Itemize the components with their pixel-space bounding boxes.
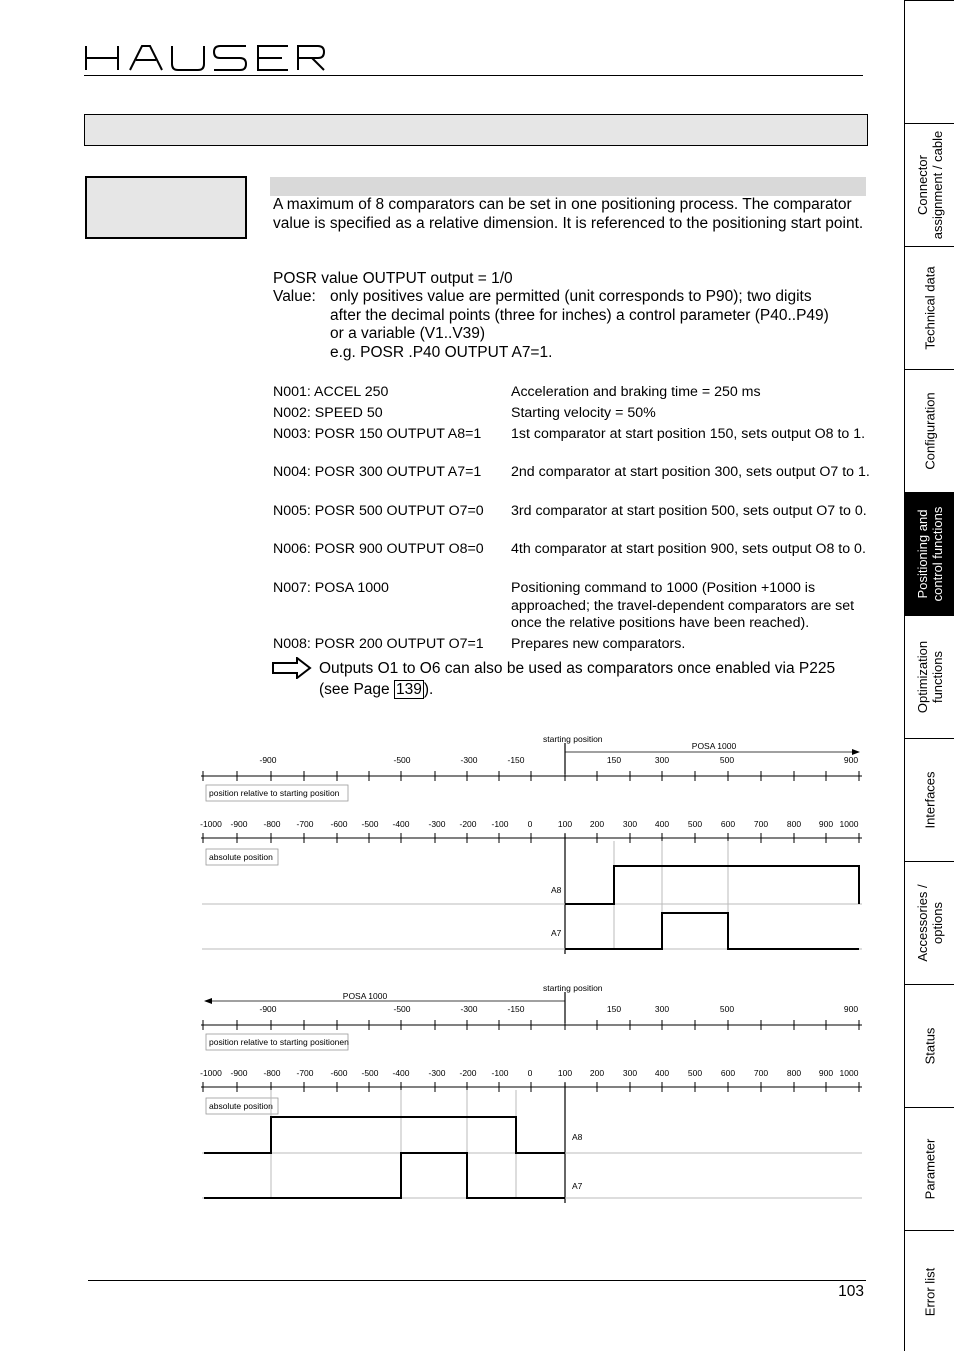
abs-tick-label: -600 (330, 819, 348, 829)
abs-tick-label: -300 (428, 819, 446, 829)
chapter-tab-label: Positioning and control functions (915, 506, 945, 602)
program-line-comment: Positioning command to 1000 (Position +1000 is approached; the travel-dependent comparators are set once the relative positions have been reached). (511, 580, 855, 631)
abs-tick-label: 600 (720, 819, 736, 829)
program-line-cmd: N007: POSA 1000 (273, 580, 389, 596)
abs-tick-label: -200 (459, 1068, 477, 1078)
program-line-cmd: N004: POSR 300 OUTPUT A7=1 (273, 464, 482, 480)
abs-tick-label: -200 (459, 819, 477, 829)
rel-tick-label: -150 (507, 755, 525, 765)
value-desc-4: e.g. POSR .P40 OUTPUT A7=1. (330, 344, 553, 361)
chapter-tab-label: Accessories / options (915, 884, 945, 962)
abs-tick-label: 700 (753, 1068, 769, 1078)
program-line-comment: Prepares new comparators. (511, 636, 686, 652)
chapter-tab[interactable] (905, 984, 954, 1107)
abs-tick-label: 600 (720, 1068, 736, 1078)
note-text-1: Outputs O1 to O6 can also be used as comparators once enabled via P225 (319, 660, 836, 677)
abs-tick-label: -600 (330, 1068, 348, 1078)
posa-label: POSA 1000 (342, 991, 388, 1001)
chapter-tab[interactable] (905, 738, 954, 861)
abs-tick-label: 100 (557, 819, 573, 829)
chapter-tab-label: Connector assignment / cable (915, 130, 945, 240)
abs-tick-label: 700 (753, 819, 769, 829)
abs-tick-label: 400 (654, 1068, 670, 1078)
signal-a8 (565, 866, 859, 904)
chapter-tab-label: Optimization functions (915, 640, 945, 714)
abs-tick-label: -700 (296, 1068, 314, 1078)
starting-position-label: starting position (543, 734, 603, 744)
signal-a7 (204, 1153, 565, 1198)
abs-tick-label: 200 (589, 1068, 605, 1078)
rel-tick-label: -150 (507, 1004, 525, 1014)
chapter-tab-label: Status (922, 1027, 938, 1065)
posa-arrowhead (204, 998, 212, 1004)
rel-tick-label: 150 (606, 755, 622, 765)
output-label-a7: A7 (551, 928, 562, 938)
footer-rule (88, 1280, 866, 1281)
intro-paragraph: A maximum of 8 comparators can be set in one positioning process. The comparator value is specified as a relative dimension. It is referenced to the positioning start point. (273, 196, 864, 232)
chapter-tab[interactable] (905, 123, 954, 246)
output-label-a8: A8 (572, 1132, 583, 1142)
abs-tick-label: -900 (230, 819, 248, 829)
chapter-tab[interactable] (905, 1107, 954, 1230)
program-line-cmd: N008: POSR 200 OUTPUT O7=1 (273, 636, 484, 652)
rel-tick-label: -900 (259, 755, 277, 765)
abs-tick-label: 500 (687, 1068, 703, 1078)
abs-tick-label: -100 (491, 819, 509, 829)
abs-axis-label: absolute position (209, 852, 273, 862)
chapter-tab-label: Configuration (922, 392, 938, 470)
output-label-a7: A7 (572, 1181, 583, 1191)
rel-tick-label: -900 (259, 1004, 277, 1014)
abs-tick-label: -400 (392, 1068, 410, 1078)
logo-text: HAUSER (84, 44, 89, 45)
abs-tick-label: 500 (687, 819, 703, 829)
program-line-comment: 4th comparator at start position 900, sets output O8 to 0. (511, 541, 866, 557)
program-line-comment: Acceleration and braking time = 250 ms (511, 384, 761, 400)
signal-a7 (565, 913, 859, 949)
chapter-tab[interactable] (905, 0, 954, 123)
program-line-cmd: N005: POSR 500 OUTPUT O7=0 (273, 503, 484, 519)
abs-tick-label: 1000 (839, 819, 859, 829)
program-line-cmd: N006: POSR 900 OUTPUT O8=0 (273, 541, 484, 557)
program-line-comment: 1st comparator at start position 150, sets output O8 to 1. (511, 426, 866, 442)
abs-tick-label: -300 (428, 1068, 446, 1078)
rel-tick-label: -500 (393, 755, 411, 765)
abs-tick-label: -500 (361, 1068, 379, 1078)
value-desc-2: after the decimal points (three for inches) a control parameter (P40..P49) (330, 307, 829, 324)
program-line-cmd: N001: ACCEL 250 (273, 384, 389, 400)
abs-tick-label: 0 (527, 1068, 533, 1078)
abs-tick-label: 400 (654, 819, 670, 829)
abs-tick-label: 1000 (839, 1068, 859, 1078)
abs-tick-label: -900 (230, 1068, 248, 1078)
chapter-tab[interactable] (905, 492, 954, 615)
abs-tick-label: 900 (818, 1068, 834, 1078)
abs-tick-label: -1000 (200, 819, 222, 829)
signal-a8 (204, 1117, 565, 1153)
abs-tick-label: 300 (622, 819, 638, 829)
chapter-tab[interactable] (905, 861, 954, 984)
rel-tick-label: -500 (393, 1004, 411, 1014)
chapter-tab[interactable] (905, 1230, 954, 1351)
starting-position-label: starting position (543, 983, 603, 993)
rel-tick-label: 300 (654, 1004, 670, 1014)
output-label-a8: A8 (551, 885, 562, 895)
abs-tick-label: 800 (786, 1068, 802, 1078)
chapter-tab-label: Parameter (922, 1138, 938, 1200)
chapter-tab[interactable] (905, 369, 954, 492)
rel-tick-label: 500 (719, 1004, 735, 1014)
program-line-comment: 3rd comparator at start position 500, sets output O7 to 0. (511, 503, 867, 519)
abs-tick-label: -800 (263, 1068, 281, 1078)
rel-tick-label: 500 (719, 755, 735, 765)
abs-tick-label: 0 (527, 819, 533, 829)
rel-tick-label: 150 (606, 1004, 622, 1014)
abs-axis-label: absolute position (209, 1101, 273, 1111)
rel-tick-label: 300 (654, 755, 670, 765)
value-desc-3: or a variable (V1..V39) (330, 325, 486, 342)
abs-tick-label: 100 (557, 1068, 573, 1078)
rel-axis-label: position relative to starting positionen (209, 1037, 349, 1047)
rel-tick-label: -300 (460, 755, 478, 765)
program-line-cmd: N003: POSR 150 OUTPUT A8=1 (273, 426, 482, 442)
value-label: Value: (273, 288, 316, 305)
chapter-tab[interactable] (905, 615, 954, 738)
program-line-comment: 2nd comparator at start position 300, sets output O7 to 1. (511, 464, 870, 480)
abs-tick-label: -500 (361, 819, 379, 829)
abs-tick-label: -1000 (200, 1068, 222, 1078)
note-pre: (see Page (319, 681, 394, 698)
program-line-comment: Starting velocity = 50% (511, 405, 656, 421)
rel-tick-label: 900 (843, 755, 859, 765)
abs-tick-label: 200 (589, 819, 605, 829)
rel-tick-label: 900 (843, 1004, 859, 1014)
posa-label: POSA 1000 (691, 741, 737, 751)
program-line-cmd: N002: SPEED 50 (273, 405, 383, 421)
abs-tick-label: -700 (296, 819, 314, 829)
chapter-tab-label: Error list (922, 1267, 938, 1317)
syntax-line: POSR value OUTPUT output = 1/0 (273, 270, 513, 287)
abs-tick-label: 800 (786, 819, 802, 829)
chapter-tab-label: Interfaces (922, 771, 938, 829)
abs-tick-label: -400 (392, 819, 410, 829)
abs-tick-label: 300 (622, 1068, 638, 1078)
page-number: 103 (838, 1283, 864, 1300)
abs-tick-label: -800 (263, 819, 281, 829)
rel-axis-label: position relative to starting position (209, 788, 340, 798)
note-post: ). (423, 681, 434, 698)
chapter-tab-label: Technical data (922, 266, 938, 350)
value-desc-1: only positives value are permitted (unit corresponds to P90); two digits (330, 288, 812, 305)
page-link[interactable]: 139 (395, 681, 422, 698)
chapter-tab[interactable] (905, 246, 954, 369)
abs-tick-label: 900 (818, 819, 834, 829)
abs-tick-label: -100 (491, 1068, 509, 1078)
chapter-tabs (904, 0, 954, 1351)
rel-tick-label: -300 (460, 1004, 478, 1014)
